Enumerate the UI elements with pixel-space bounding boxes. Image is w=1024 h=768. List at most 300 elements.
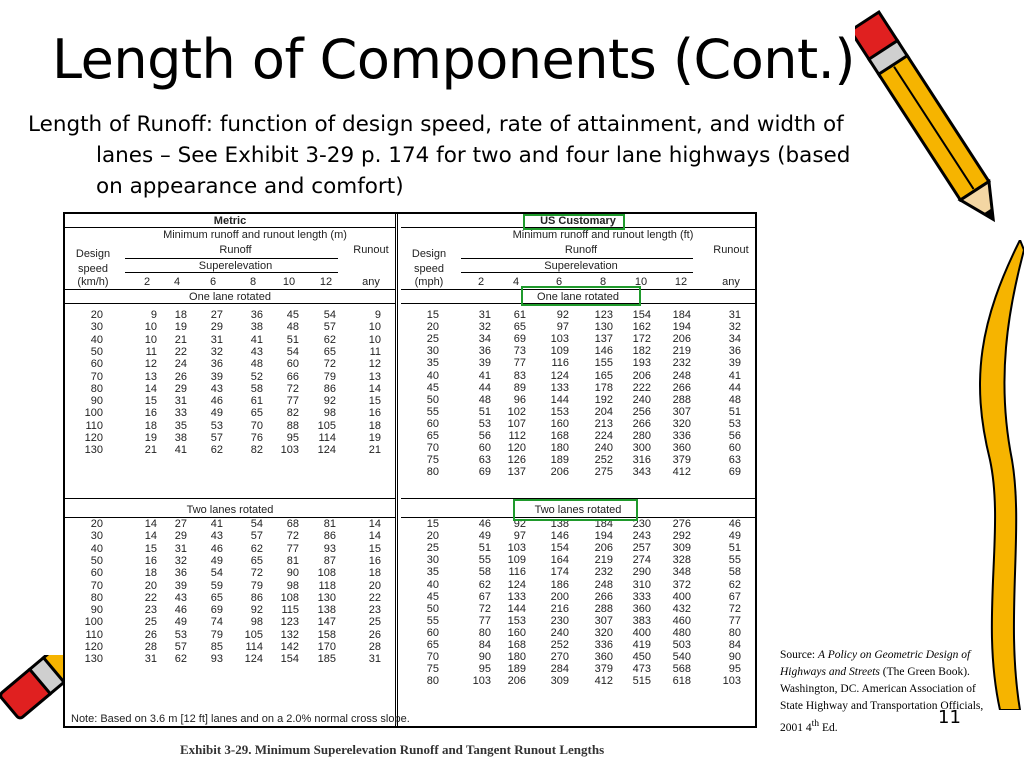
one-lane-value: 320 bbox=[672, 417, 691, 430]
one-lane-value: 146 bbox=[594, 345, 613, 358]
two-lane-value: 46 bbox=[478, 518, 491, 530]
two-lane-value: 77 bbox=[728, 614, 741, 627]
one-lane-value: 56 bbox=[478, 430, 491, 442]
two-lane-value: 43 bbox=[210, 530, 223, 543]
two-lane-value: 194 bbox=[594, 530, 613, 543]
two-lane-value: 336 bbox=[594, 639, 613, 651]
two-lane-value: 309 bbox=[550, 675, 569, 688]
two-lane-value: 154 bbox=[550, 542, 569, 555]
one-lane-value: 83 bbox=[513, 369, 526, 382]
design-speed-value: 70 bbox=[426, 442, 439, 455]
two-lane-value: 288 bbox=[594, 602, 613, 615]
one-lane-value: 41 bbox=[250, 333, 263, 346]
two-lane-value: 503 bbox=[672, 639, 691, 651]
two-lane-value: 14 bbox=[368, 530, 381, 543]
two-lane-value: 257 bbox=[632, 542, 651, 555]
runoff-label: Runoff bbox=[564, 244, 598, 256]
one-lane-value: 114 bbox=[318, 432, 336, 444]
one-lane-value: 98 bbox=[323, 407, 336, 420]
one-lane-value: 33 bbox=[174, 407, 187, 420]
two-lane-value: 124 bbox=[507, 578, 526, 591]
one-lane-value: 89 bbox=[513, 381, 526, 394]
two-lane-value: 168 bbox=[507, 639, 526, 651]
runout-label: Runout bbox=[353, 244, 389, 256]
one-lane-value: 88 bbox=[286, 419, 299, 432]
one-lane-value: 144 bbox=[550, 393, 569, 406]
one-lane-value: 182 bbox=[632, 345, 651, 358]
one-lane-value: 155 bbox=[594, 357, 613, 370]
one-lane-value: 165 bbox=[594, 369, 613, 382]
us-customary-table bbox=[401, 214, 755, 726]
two-lane-value: 57 bbox=[250, 530, 263, 543]
one-lane-value: 360 bbox=[672, 442, 691, 455]
group-header: Minimum runoff and runout length (m) bbox=[163, 229, 347, 241]
two-lane-value: 160 bbox=[507, 626, 526, 639]
one-lane-value: 48 bbox=[286, 321, 299, 334]
column-header: any bbox=[722, 276, 740, 288]
source-label: Source: bbox=[780, 649, 819, 661]
one-lane-value: 24 bbox=[174, 358, 187, 371]
one-lane-value: 10 bbox=[144, 333, 157, 346]
divider bbox=[65, 289, 395, 290]
one-lane-value: 48 bbox=[250, 358, 263, 371]
design-speed-value: 120 bbox=[84, 432, 103, 444]
two-lane-value: 77 bbox=[478, 614, 491, 627]
one-lane-value: 32 bbox=[210, 345, 223, 358]
one-lane-value: 204 bbox=[594, 405, 613, 418]
two-lane-value: 28 bbox=[144, 641, 157, 653]
two-lane-value: 23 bbox=[144, 604, 157, 617]
design-speed-value: 35 bbox=[426, 566, 439, 579]
two-lane-value: 185 bbox=[317, 653, 336, 666]
column-header: 8 bbox=[599, 276, 607, 288]
one-lane-value: 160 bbox=[550, 417, 569, 430]
two-lane-value: 103 bbox=[472, 675, 491, 688]
two-lane-value: 216 bbox=[550, 602, 569, 615]
one-lane-value: 52 bbox=[250, 370, 263, 383]
two-lane-value: 43 bbox=[174, 591, 187, 604]
source-rest: (The Green Book). Washington, DC. American Association of State Highway and Transportation Officials, 2001 4 bbox=[780, 666, 984, 734]
one-lane-value: 65 bbox=[323, 345, 336, 358]
one-lane-value: 36 bbox=[478, 345, 491, 358]
two-lane-value: 26 bbox=[368, 628, 381, 641]
system-header: US Customary bbox=[540, 215, 616, 227]
one-lane-value: 280 bbox=[632, 430, 651, 442]
design-speed-value: 40 bbox=[90, 542, 103, 555]
one-lane-value: 193 bbox=[632, 357, 651, 370]
one-lane-value: 124 bbox=[317, 444, 336, 457]
two-lane-value: 230 bbox=[550, 614, 569, 627]
one-lane-value: 69 bbox=[728, 466, 741, 479]
two-lane-value: 87 bbox=[323, 554, 336, 567]
two-lane-value: 154 bbox=[280, 653, 299, 666]
one-lane-value: 31 bbox=[174, 395, 187, 408]
one-lane-value: 275 bbox=[594, 466, 613, 479]
one-lane-value: 9 bbox=[374, 309, 381, 321]
two-lane-value: 206 bbox=[507, 675, 526, 688]
design-speed-value: 70 bbox=[90, 370, 103, 383]
two-lane-value: 147 bbox=[317, 616, 336, 629]
one-lane-value: 103 bbox=[550, 333, 569, 346]
one-lane-value: 72 bbox=[286, 382, 299, 395]
design-speed-value: 35 bbox=[426, 357, 439, 370]
one-lane-value: 51 bbox=[728, 405, 741, 418]
two-lane-value: 115 bbox=[281, 604, 299, 617]
divider bbox=[65, 303, 395, 304]
two-lane-value: 84 bbox=[478, 639, 491, 651]
one-lane-value: 48 bbox=[478, 393, 491, 406]
two-lane-value: 39 bbox=[174, 579, 187, 592]
design-speed-value: 80 bbox=[426, 675, 439, 688]
slide-title: Length of Components (Cont.) bbox=[52, 28, 855, 91]
two-lane-value: 18 bbox=[368, 567, 381, 580]
one-lane-value: 154 bbox=[632, 309, 651, 321]
two-lane-value: 618 bbox=[672, 675, 691, 688]
group-header: Minimum runoff and runout length (ft) bbox=[512, 229, 694, 241]
one-lane-value: 60 bbox=[478, 442, 491, 455]
one-lane-value: 53 bbox=[728, 417, 741, 430]
source-citation bbox=[780, 647, 1000, 737]
one-lane-value: 70 bbox=[250, 419, 263, 432]
two-lane-value: 77 bbox=[286, 542, 299, 555]
design-speed-value: 70 bbox=[426, 651, 439, 664]
two-lane-value: 292 bbox=[672, 530, 691, 543]
one-lane-value: 43 bbox=[210, 382, 223, 395]
two-lane-value: 93 bbox=[323, 542, 336, 555]
two-lane-value: 379 bbox=[594, 663, 613, 676]
one-lane-value: 45 bbox=[286, 309, 299, 321]
superelevation-label: Superelevation bbox=[544, 260, 618, 272]
one-lane-value: 19 bbox=[174, 321, 187, 334]
two-lane-value: 360 bbox=[632, 602, 651, 615]
one-lane-value: 300 bbox=[632, 442, 651, 455]
two-lane-value: 400 bbox=[632, 626, 651, 639]
two-lane-value: 58 bbox=[478, 566, 491, 579]
column-header: 6 bbox=[209, 276, 217, 288]
one-lane-value: 130 bbox=[594, 321, 613, 334]
one-lane-value: 379 bbox=[672, 454, 691, 467]
one-lane-value: 44 bbox=[728, 381, 741, 394]
two-lane-value: 65 bbox=[210, 591, 223, 604]
two-lane-value: 240 bbox=[550, 626, 569, 639]
one-lane-value: 109 bbox=[550, 345, 569, 358]
design-speed-value: 15 bbox=[426, 309, 439, 321]
one-lane-value: 39 bbox=[478, 357, 491, 370]
two-lane-value: 116 bbox=[508, 566, 526, 579]
one-lane-value: 29 bbox=[174, 382, 187, 395]
two-lane-value: 372 bbox=[672, 578, 691, 591]
one-lane-value: 36 bbox=[250, 309, 263, 321]
one-lane-value: 46 bbox=[210, 395, 223, 408]
runout-label: Runout bbox=[713, 244, 749, 256]
design-speed-value: 30 bbox=[90, 530, 103, 543]
two-lane-value: 20 bbox=[368, 579, 381, 592]
one-lane-value: 38 bbox=[174, 432, 187, 444]
two-lane-value: 26 bbox=[144, 628, 157, 641]
two-lane-value: 270 bbox=[550, 651, 569, 664]
design-speed-value: 45 bbox=[426, 590, 439, 603]
one-lane-value: 13 bbox=[368, 370, 381, 383]
one-lane-value: 137 bbox=[594, 333, 613, 346]
design-speed-value: 25 bbox=[426, 333, 439, 346]
two-lane-value: 15 bbox=[144, 542, 157, 555]
one-lane-value: 63 bbox=[728, 454, 741, 467]
two-lane-value: 189 bbox=[507, 663, 526, 676]
two-lane-value: 51 bbox=[478, 542, 491, 555]
one-lane-value: 60 bbox=[286, 358, 299, 371]
one-lane-value: 19 bbox=[144, 432, 157, 444]
column-header: 2 bbox=[477, 276, 485, 288]
one-lane-value: 44 bbox=[478, 381, 491, 394]
design-speed-value: 60 bbox=[426, 626, 439, 639]
one-lane-value: 53 bbox=[210, 419, 223, 432]
two-lane-value: 133 bbox=[507, 590, 526, 603]
two-lane-value: 62 bbox=[728, 578, 741, 591]
two-lane-value: 98 bbox=[250, 616, 263, 629]
design-speed-value: 110 bbox=[85, 419, 103, 432]
design-speed-value: 80 bbox=[90, 382, 103, 395]
exhibit-caption: Exhibit 3-29. Minimum Superelevation Runoff and Tangent Runout Lengths bbox=[180, 742, 605, 757]
two-lanes-label: Two lanes rotated bbox=[534, 504, 622, 516]
column-header: 12 bbox=[674, 276, 688, 288]
design-speed-value: 60 bbox=[90, 567, 103, 580]
one-lane-value: 178 bbox=[594, 381, 613, 394]
two-lane-value: 80 bbox=[478, 626, 491, 639]
two-lane-value: 98 bbox=[286, 579, 299, 592]
two-lane-value: 62 bbox=[478, 578, 491, 591]
two-lane-value: 49 bbox=[478, 530, 491, 543]
two-lane-value: 16 bbox=[368, 554, 381, 567]
one-lane-value: 66 bbox=[286, 370, 299, 383]
two-lane-value: 92 bbox=[513, 518, 526, 530]
one-lane-value: 41 bbox=[478, 369, 491, 382]
one-lane-value: 107 bbox=[507, 417, 526, 430]
design-speed-value: 20 bbox=[426, 530, 439, 543]
two-lane-value: 310 bbox=[632, 578, 651, 591]
column-header: any bbox=[362, 276, 380, 288]
design-speed-value: 65 bbox=[426, 430, 439, 442]
one-lane-value: 12 bbox=[144, 358, 157, 371]
design-speed-value: 20 bbox=[90, 309, 103, 321]
pencil-icon bbox=[0, 655, 64, 745]
one-lane-value: 11 bbox=[145, 345, 157, 358]
two-lane-value: 14 bbox=[368, 518, 381, 530]
two-lane-value: 90 bbox=[286, 567, 299, 580]
one-lane-value: 112 bbox=[508, 430, 526, 442]
two-lane-value: 186 bbox=[550, 578, 569, 591]
highlight-us-customary bbox=[523, 214, 625, 230]
one-lane-value: 43 bbox=[250, 345, 263, 358]
one-lane-value: 57 bbox=[210, 432, 223, 444]
divider bbox=[125, 258, 338, 259]
two-lane-value: 206 bbox=[594, 542, 613, 555]
system-header: Metric bbox=[213, 215, 247, 227]
one-lane-value: 21 bbox=[174, 333, 187, 346]
one-lane-value: 189 bbox=[550, 454, 569, 467]
two-lane-value: 86 bbox=[250, 591, 263, 604]
one-lane-value: 31 bbox=[728, 309, 741, 321]
one-lane-value: 61 bbox=[250, 395, 263, 408]
one-lane-value: 49 bbox=[210, 407, 223, 420]
two-lane-value: 450 bbox=[632, 651, 651, 664]
two-lane-value: 568 bbox=[672, 663, 691, 676]
one-lane-value: 266 bbox=[672, 381, 691, 394]
one-lane-value: 31 bbox=[478, 309, 491, 321]
two-lane-value: 74 bbox=[210, 616, 223, 629]
two-lane-value: 31 bbox=[368, 653, 381, 666]
one-lane-value: 39 bbox=[210, 370, 223, 383]
two-lane-value: 276 bbox=[672, 518, 691, 530]
two-lane-value: 49 bbox=[728, 530, 741, 543]
one-lane-value: 172 bbox=[632, 333, 651, 346]
divider bbox=[461, 272, 693, 273]
one-lane-value: 18 bbox=[174, 309, 187, 321]
one-lane-value: 102 bbox=[507, 405, 526, 418]
two-lane-value: 22 bbox=[368, 591, 381, 604]
two-lane-value: 144 bbox=[507, 602, 526, 615]
page-number: 11 bbox=[938, 707, 961, 728]
two-lane-value: 53 bbox=[174, 628, 187, 641]
design-speed-value: 100 bbox=[84, 616, 103, 629]
design-speed-value: 20 bbox=[90, 518, 103, 530]
two-lane-value: 79 bbox=[210, 628, 223, 641]
two-lane-value: 114 bbox=[245, 641, 263, 653]
two-lane-value: 328 bbox=[672, 554, 691, 567]
two-lane-value: 97 bbox=[513, 530, 526, 543]
speed-label: speed bbox=[78, 263, 108, 275]
one-lane-value: 82 bbox=[250, 444, 263, 457]
two-lane-value: 72 bbox=[250, 567, 263, 580]
runoff-label: Runoff bbox=[219, 244, 252, 256]
one-lane-value: 27 bbox=[210, 309, 223, 321]
two-lane-value: 18 bbox=[144, 567, 157, 580]
one-lane-value: 62 bbox=[323, 333, 336, 346]
one-lane-value: 240 bbox=[632, 393, 651, 406]
design-speed-value: 120 bbox=[84, 641, 103, 653]
design-speed-value: 40 bbox=[90, 333, 103, 346]
two-lane-value: 62 bbox=[250, 542, 263, 555]
superelevation-label: Superelevation bbox=[198, 260, 273, 272]
one-lane-value: 10 bbox=[144, 321, 157, 334]
one-lane-value: 248 bbox=[672, 369, 691, 382]
two-lane-value: 72 bbox=[478, 602, 491, 615]
two-lane-value: 95 bbox=[728, 663, 741, 676]
two-lane-value: 460 bbox=[672, 614, 691, 627]
one-lane-value: 13 bbox=[144, 370, 157, 383]
highlight-two-lanes bbox=[513, 499, 638, 521]
one-lane-value: 252 bbox=[594, 454, 613, 467]
two-lane-value: 14 bbox=[144, 518, 157, 530]
design-speed-value: 60 bbox=[426, 417, 439, 430]
metric-table bbox=[65, 214, 398, 726]
bullet-text: Length of Runoff: function of design speed, rate of attainment, and width of lanes – See Exhibit 3-29 p. 174 for two and four lane highways (based on appearance and comfort) bbox=[28, 112, 851, 199]
two-lane-value: 32 bbox=[174, 554, 187, 567]
design-speed-value: 50 bbox=[90, 345, 103, 358]
one-lane-value: 192 bbox=[594, 393, 613, 406]
one-lane-value: 11 bbox=[369, 345, 381, 358]
design-speed-value: 55 bbox=[426, 614, 439, 627]
two-lane-value: 180 bbox=[507, 651, 526, 664]
two-lane-value: 200 bbox=[550, 590, 569, 603]
one-lane-value: 36 bbox=[210, 358, 223, 371]
two-lane-value: 158 bbox=[317, 628, 336, 641]
divider bbox=[65, 227, 395, 228]
one-lane-value: 126 bbox=[507, 454, 526, 467]
two-lane-value: 170 bbox=[317, 641, 336, 653]
two-lane-value: 41 bbox=[210, 518, 223, 530]
two-lane-value: 290 bbox=[632, 566, 651, 579]
design-speed-value: 30 bbox=[426, 345, 439, 358]
two-lane-value: 72 bbox=[728, 602, 741, 615]
two-lane-value: 309 bbox=[672, 542, 691, 555]
two-lane-value: 412 bbox=[594, 675, 613, 688]
speed-label: speed bbox=[414, 263, 444, 275]
two-lane-value: 184 bbox=[594, 518, 613, 530]
two-lane-value: 274 bbox=[632, 554, 651, 567]
one-lane-value: 79 bbox=[323, 370, 336, 383]
one-lane-value: 72 bbox=[323, 358, 336, 371]
design-speed-value: 55 bbox=[426, 405, 439, 418]
two-lane-value: 400 bbox=[672, 590, 691, 603]
one-lane-value: 82 bbox=[286, 407, 299, 420]
two-lane-value: 15 bbox=[368, 542, 381, 555]
one-lane-value: 288 bbox=[672, 393, 691, 406]
one-lane-value: 219 bbox=[672, 345, 691, 358]
one-lane-value: 58 bbox=[250, 382, 263, 395]
two-lane-value: 93 bbox=[210, 653, 223, 666]
two-lane-value: 81 bbox=[323, 518, 336, 530]
two-lane-value: 142 bbox=[280, 641, 299, 653]
two-lane-value: 54 bbox=[210, 567, 223, 580]
two-lane-value: 118 bbox=[318, 579, 336, 592]
two-lane-value: 333 bbox=[632, 590, 651, 603]
one-lane-value: 77 bbox=[513, 357, 526, 370]
one-lane-value: 56 bbox=[728, 430, 741, 442]
one-lane-value: 32 bbox=[478, 321, 491, 334]
one-lane-value: 34 bbox=[728, 333, 741, 346]
one-lane-value: 21 bbox=[144, 444, 157, 457]
one-lane-value: 38 bbox=[250, 321, 263, 334]
design-speed-value: 40 bbox=[426, 578, 439, 591]
two-lane-value: 46 bbox=[174, 604, 187, 617]
one-lane-value: 53 bbox=[478, 417, 491, 430]
pencil-icon bbox=[855, 2, 1005, 242]
two-lane-value: 58 bbox=[728, 566, 741, 579]
one-lane-value: 213 bbox=[594, 417, 613, 430]
one-lane-value: 19 bbox=[368, 432, 381, 444]
one-lane-value: 123 bbox=[594, 309, 613, 321]
two-lane-value: 109 bbox=[507, 554, 526, 567]
design-speed-value: 80 bbox=[426, 466, 439, 479]
one-lane-value: 77 bbox=[286, 395, 299, 408]
two-lane-value: 266 bbox=[594, 590, 613, 603]
one-lane-value: 48 bbox=[728, 393, 741, 406]
two-lane-value: 132 bbox=[280, 628, 299, 641]
two-lane-value: 20 bbox=[144, 579, 157, 592]
one-lane-value: 168 bbox=[550, 430, 569, 442]
two-lane-value: 54 bbox=[250, 518, 263, 530]
design-speed-value: 75 bbox=[426, 663, 439, 676]
two-lane-value: 25 bbox=[368, 616, 381, 629]
two-lane-value: 36 bbox=[174, 567, 187, 580]
design-speed-value: 25 bbox=[426, 542, 439, 555]
one-lane-value: 22 bbox=[174, 345, 187, 358]
one-lane-value: 15 bbox=[144, 395, 157, 408]
design-speed-value: 110 bbox=[85, 628, 103, 641]
one-lane-value: 86 bbox=[323, 382, 336, 395]
two-lane-value: 320 bbox=[594, 626, 613, 639]
one-lane-value: 96 bbox=[513, 393, 526, 406]
